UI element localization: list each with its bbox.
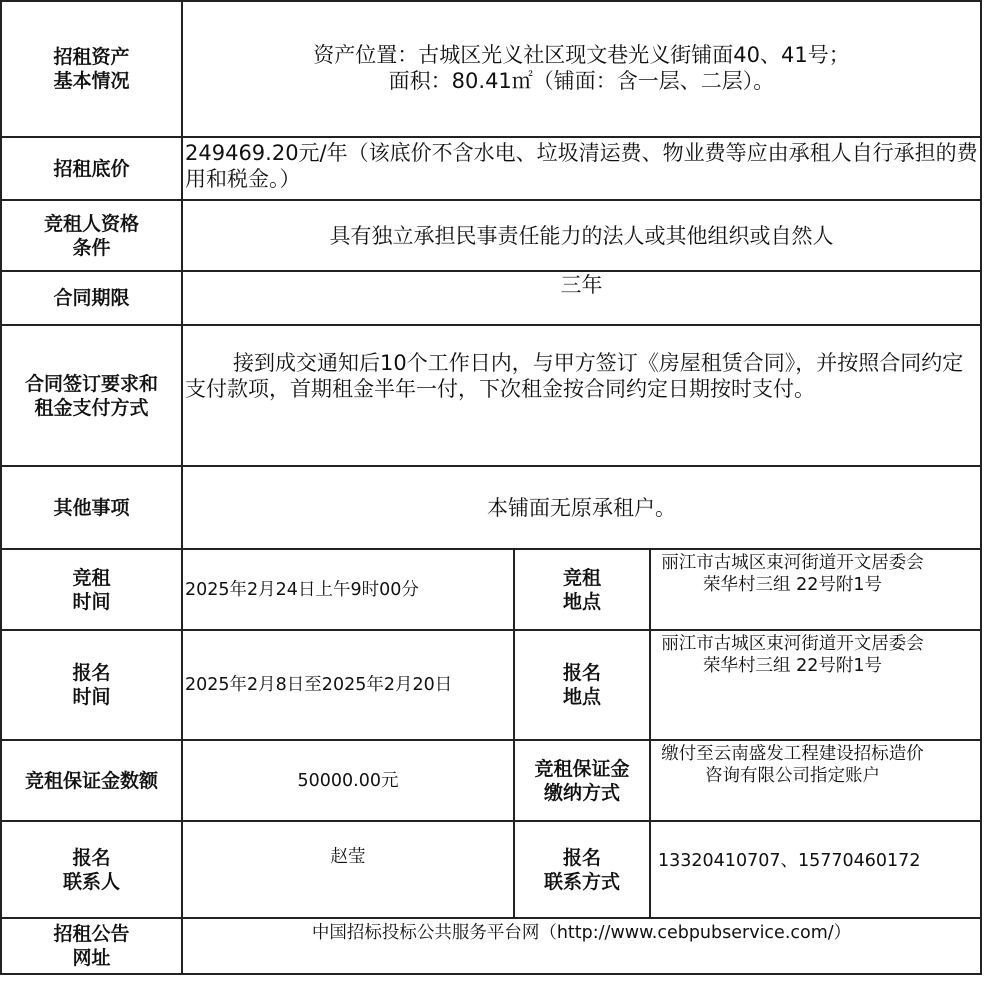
deposit-method-value: 缴付至云南盛发工程建设招标造价咨询有限公司指定账户 [661,744,924,786]
term-label: 合同期限 [53,287,130,309]
signing-label [2,326,181,465]
bid-place-label-line2: 地点 [562,590,601,613]
base-price-value: 249469.20元/年（该底价不含水电、垃圾清运费、物业费等应由承租人自行承担的费用和税金。） [185,141,978,191]
bid-time-label-line1: 竞租 [72,566,111,589]
deposit-label: 竞租保证金数额 [24,769,158,792]
signing-label-line2: 租金支付方式 [34,396,149,419]
bid-place-value: 丽江市古城区束河街道开文居委会荣华村三组 22号附1号 [661,553,924,595]
bid-time-label-line2: 时间 [72,590,111,613]
bid-time-value: 2025年2月24日上午9时00分 [185,579,419,600]
contact-label [2,822,181,917]
signup-time-label-line2: 时间 [72,686,111,708]
deposit-value: 50000.00元 [297,770,399,791]
base-price-label: 招租底价 [53,157,130,180]
asset-value [183,2,980,136]
contact-phone-value: 13320410707、15770460172 [658,851,921,871]
signup-place-label-line2: 地点 [562,686,601,708]
notice-label-line2: 网址 [72,947,111,969]
notice-label-line1: 招租公告 [53,923,130,945]
asset-area: 面积：80.41㎡（铺面：含一层、二层）。 [388,69,775,93]
signing-label-line1: 合同签订要求和 [24,372,158,395]
term-value: 三年 [560,273,603,297]
qualification-label [2,201,181,270]
asset-label [2,2,181,136]
other-label: 其他事项 [53,496,130,519]
bid-place-label-line1: 竞租 [562,566,601,589]
deposit-method-label [515,741,649,820]
contact-label-line2: 联系人 [62,870,120,893]
deposit-method-label-line1: 竞租保证金 [534,757,630,780]
contact-phone-label-line2: 联系方式 [543,870,620,893]
signup-time-value: 2025年2月8日至2025年2月20日 [185,675,453,695]
qualification-value: 具有独立承担民事责任能力的法人或其他组织或自然人 [329,223,834,248]
bid-place-label [515,550,649,629]
contact-value: 赵莹 [330,847,366,867]
signing-value: 接到成交通知后10个工作日内，与甲方签订《房屋租赁合同》，并按照合同约定支付款项，首期租金半年一付，下次租金按合同约定日期按时支付。 [185,351,964,401]
notice-label [2,919,181,973]
signup-time-label [2,631,181,739]
asset-label-line2: 基本情况 [53,70,130,92]
qualification-label-line2: 条件 [72,236,111,259]
signup-place-value: 丽江市古城区束河街道开文居委会荣华村三组 22号附1号 [661,634,924,676]
signup-place-label-line1: 报名 [562,662,601,684]
signup-time-label-line1: 报名 [72,662,111,684]
notice-value: 中国招标投标公共服务平台网（http://www.cebpubservice.com/） [311,923,852,943]
deposit-method-label-line2: 缴纳方式 [543,781,620,804]
bid-time-label [2,550,181,629]
qualification-label-line1: 竞租人资格 [43,212,139,235]
asset-location: 资产位置：古城区光义社区现文巷光义街铺面40、41号； [313,43,850,67]
contact-phone-label [515,822,649,917]
asset-label-line1: 招租资产 [53,46,130,68]
other-value: 本铺面无原承租户。 [487,495,676,520]
contact-label-line1: 报名 [72,846,111,869]
contact-phone-label-line1: 报名 [562,846,601,869]
signup-place-label [515,631,649,739]
